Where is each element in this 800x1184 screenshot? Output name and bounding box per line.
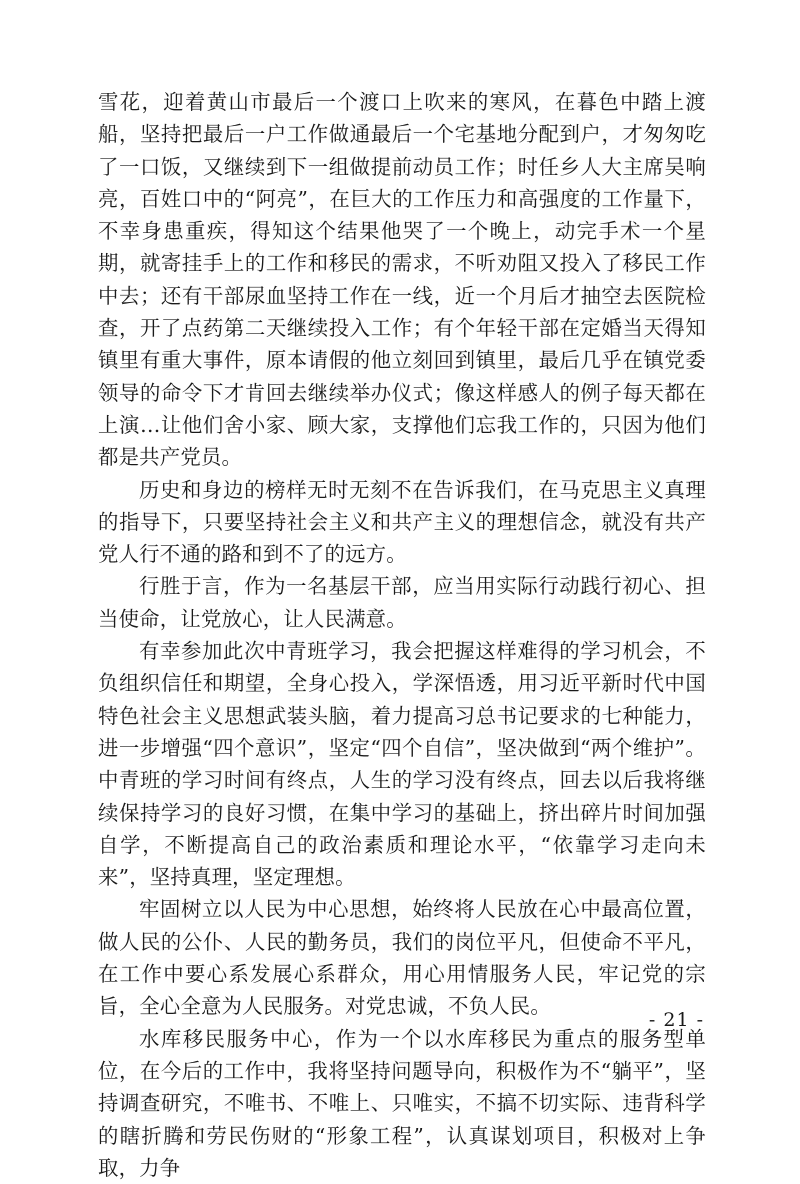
paragraph-3: 行胜于言，作为一名基层干部，应当用实际行动践行初心、担当使命，让党放心，让人民满意。 (98, 574, 706, 631)
paragraph-2: 历史和身边的榜样无时无刻不在告诉我们，在马克思主义真理的指导下，只要坚持社会主义和共产主义的理想信念，就没有共产党人行不通的路和到不了的远方。 (98, 477, 706, 567)
paragraph-6: 水库移民服务中心，作为一个以水库移民为重点的服务型单位，在今后的工作中，我将坚持问题导向，积极作为不“躺平”，坚持调查研究，不唯书、不唯上、只唯实，不搞不切实际、违背科学的瞎折腾和劳民伤财的“形象工程”，认真谋划项目，积极对上争取，力争 (98, 1026, 706, 1180)
paragraph-1: 雪花，迎着黄山市最后一个渡口上吹来的寒风，在暮色中踏上渡船，坚持把最后一户工作做通最后一个宅基地分配到户，才匆匆吃了一口饭，又继续到下一组做提前动员工作；时任乡人大主席吴响亮，百姓口中的“阿亮”，在巨大的工作压力和高强度的工作量下，不幸身患重疾，得知这个结果他哭了一个晚上，动完手术一个星期，就寄挂手上的工作和移民的需求，不听劝阻又投入了移民工作中去；还有干部尿血坚持工作在一线，近一个月后才抽空去医院检查，开了点药第二天继续投入工作；有个年轻干部在定婚当天得知镇里有重大事件，原本请假的他立刻回到镇里，最后几乎在镇党委领导的命令下才肯回去继续举办仪式；像这样感人的例子每天都在上演…让他们舍小家、顾大家，支撑他们忘我工作的，只因为他们都是共产党员。 (98, 90, 706, 470)
paragraph-5: 牢固树立以人民为中心思想，始终将人民放在心中最高位置，做人民的公仆、人民的勤务员，我们的岗位平凡，但使命不平凡，在工作中要心系发展心系群众，用心用情服务人民，牢记党的宗旨，全心全意为人民服务。对党忠诚，不负人民。 (98, 897, 706, 1019)
page-number: - 21 - (648, 1009, 704, 1031)
paragraph-4: 有幸参加此次中青班学习，我会把握这样难得的学习机会，不负组织信任和期望，全身心投入，学深悟透，用习近平新时代中国特色社会主义思想武装头脑，着力提高习总书记要求的七种能力，进一步增强“四个意识”，坚定“四个自信”，坚决做到“两个维护”。中青班的学习时间有终点，人生的学习没有终点，回去以后我将继续保持学习的良好习惯，在集中学习的基础上，挤出碎片时间加强自学，不断提高自己的政治素质和理论水平，“依靠学习走向未来”，坚持真理，坚定理想。 (98, 639, 706, 890)
document-body (98, 86, 706, 1184)
